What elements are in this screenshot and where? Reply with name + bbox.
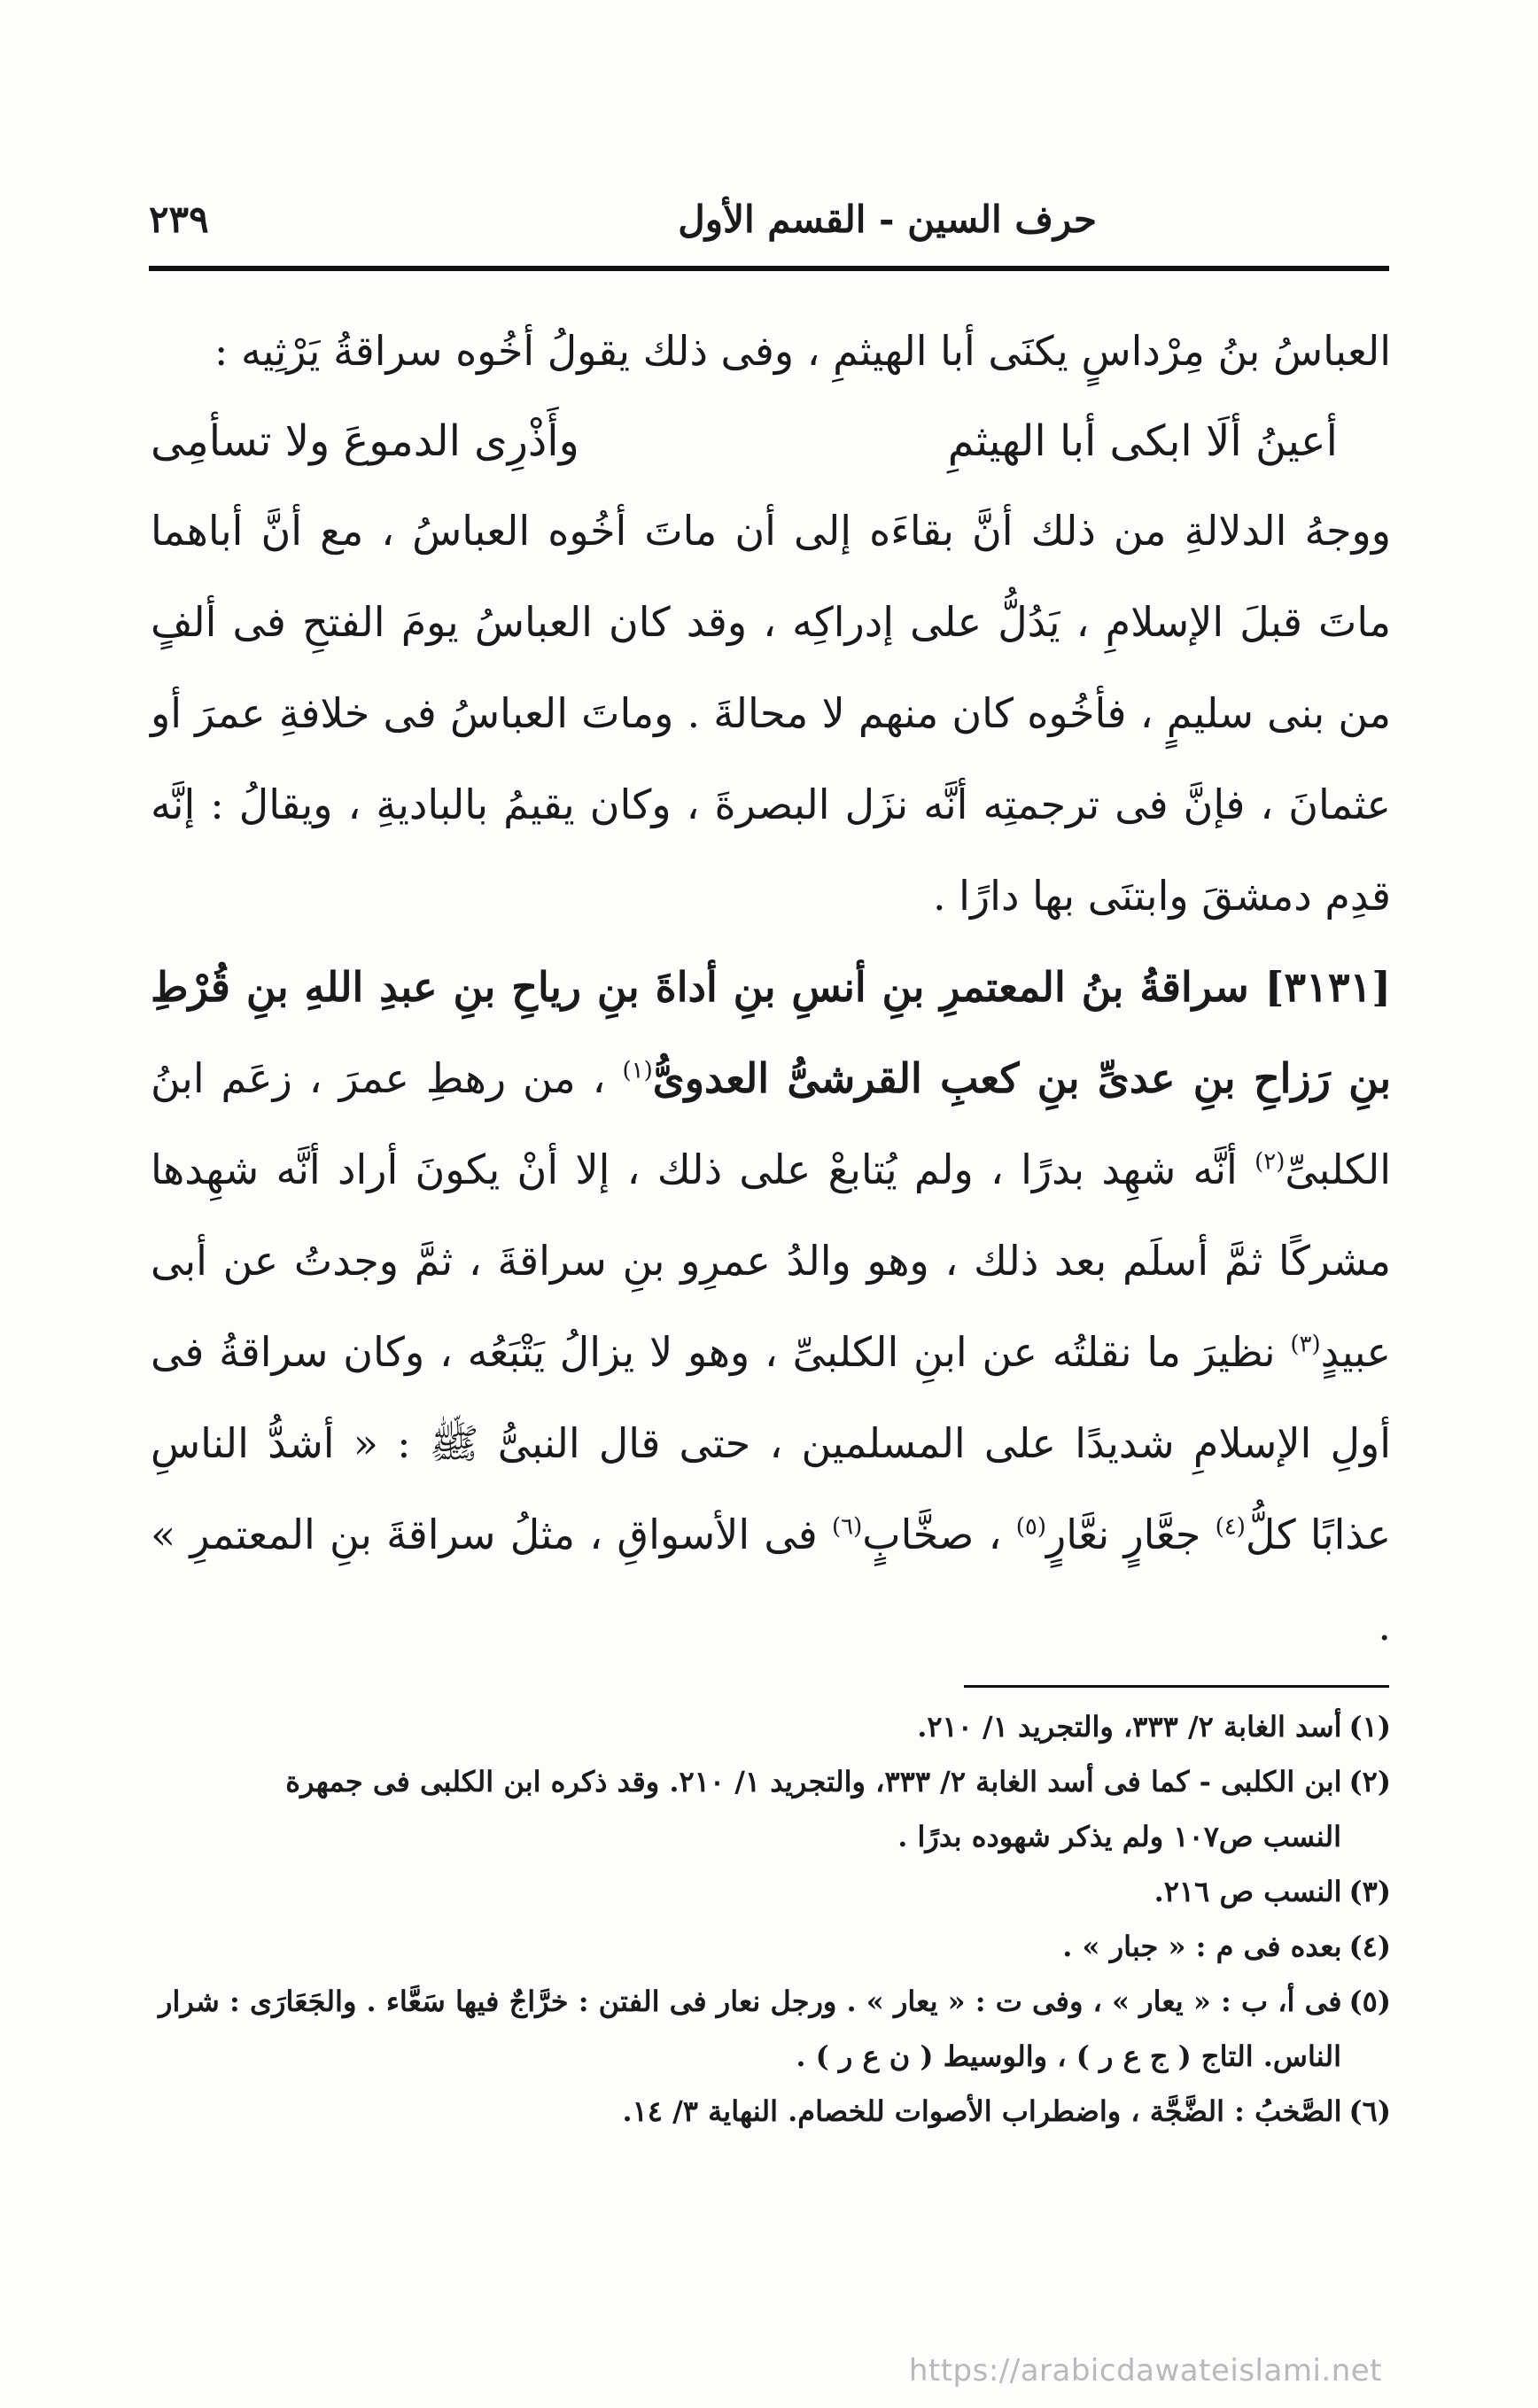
footnote-number: (١) bbox=[1348, 1710, 1391, 1744]
entry-text-2: أنَّه شهِد بدرًا ، ولم يُتابعْ على ذلك ، إلا أنْ يكونَ أراد أنَّه شهِدها مشركًا ثمَّ أسلَم بعد ذلك ، وهو والدُ عمرِو بنِ سراقةَ ، ثمَّ وجدتُ عن أبى عبيدٍ bbox=[151, 1146, 1391, 1376]
footnote-ref-1[interactable]: (١) bbox=[622, 1057, 653, 1084]
entry-text-5: ، صخَّابٍ bbox=[862, 1511, 1002, 1558]
footnote-ref-5[interactable]: (٥) bbox=[1015, 1513, 1046, 1541]
footnote-text: بعده فى م : « جبار » . bbox=[1062, 1930, 1342, 1963]
entry-heading: [٣١٣١] سراقةُ بنُ المعتمرِ بنِ أنسِ بنِ أداةَ بنِ رياحِ بنِ عبدِ اللهِ بنِ قُرْطِ بنِ رَزاحِ بنِ عدىِّ بنِ كعبِ القرشىُّ العدوىُّ bbox=[151, 963, 1392, 1102]
header-rule bbox=[149, 266, 1389, 271]
footnote-text: الصَّخبُ : الضَّجَّة ، واضطراب الأصوات للخصام. النهاية ٣/ ١٤. bbox=[622, 2094, 1342, 2128]
entry-3131 bbox=[151, 942, 1391, 1672]
footnote-2-continuation: النسب ص١٠٧ ولم يذكر شهوده بدرًا . bbox=[897, 1820, 1341, 1853]
paragraph-intro: العباسُ بنُ مِرْداسٍ يكنَى أبا الهيثمِ ، وفى ذلك يقولُ أخُوه سراقةُ يَرْثِيه : bbox=[214, 327, 1391, 375]
footnote-5-continuation: الناس. التاج ( ج ع ر ) ، والوسيط ( ن ع ر ) . bbox=[796, 2039, 1341, 2073]
footnote-text: ابن الكلبى - كما فى أسد الغابة ٢/ ٣٣٣، والتجريد ١/ ٢١٠. وقد ذكره ابن الكلبى فى جمهرة bbox=[285, 1765, 1342, 1798]
footnote-1 bbox=[151, 1699, 1391, 1754]
entry-text-1: ، من رهطِ عمرَ ، زعَم ابنُ الكلبىِّ bbox=[151, 1054, 1391, 1193]
footnote-text: فى أ، ب : « يعار » ، وفى ت : « يعار » . ورجل نعار فى الفتن : خرَّاجٌ فيها سَعَّاء . والجَعَارَى : شرار bbox=[159, 1985, 1342, 2018]
footnote-number: (٤) bbox=[1348, 1930, 1391, 1963]
watermark-url: https://arabicdawateislami.net bbox=[908, 2353, 1382, 2389]
footnote-separator bbox=[964, 1685, 1389, 1688]
verse-hemistich-second: وأَذْرِى الدموعَ ولا تسأمِى bbox=[151, 416, 579, 466]
main-text bbox=[151, 306, 1391, 1672]
entry-text-6: فى الأسواقِ ، مثلُ سراقةَ بنِ المعتمرِ » . bbox=[151, 1511, 1391, 1650]
footnote-ref-3[interactable]: (٣) bbox=[1290, 1331, 1321, 1358]
poetry-verse bbox=[151, 397, 1391, 485]
footnote-6 bbox=[151, 2084, 1391, 2139]
footnote-4 bbox=[151, 1919, 1391, 1974]
footnote-text: النسب ص ٢١٦. bbox=[1154, 1875, 1342, 1908]
header-title: حرف السين - القسم الأول bbox=[678, 198, 1097, 241]
footnote-number: (٣) bbox=[1348, 1875, 1391, 1908]
verse-hemistich-first: أعينُ ألَا ابكى أبا الهيثمِ bbox=[947, 416, 1338, 466]
footnote-2 bbox=[151, 1754, 1391, 1809]
running-header bbox=[149, 184, 1389, 255]
paragraph-explanation: ووجهُ الدلالةِ من ذلك أنَّ بقاءَه إلى أن ماتَ أخُوه العباسُ ، مع أنَّ أباهما ماتَ قبلَ الإسلامِ ، يَدُلُّ على إدراكِه ، وقد كان العباسُ يومَ الفتحِ فى ألفٍ من بنى سليمٍ ، فأخُوه كان منهم لا محالةَ . وماتَ العباسُ فى خلافةِ عمرَ أو عثمانَ ، فإنَّ فى ترجمتِه أنَّه نزَل البصرةَ ، وكان يقيمُ بالباديةِ ، ويقالُ : إنَّه قدِم دمشقَ وابتنَى بها دارًا . bbox=[151, 507, 1391, 920]
footnote-5 bbox=[151, 1974, 1391, 2029]
footnote-3 bbox=[151, 1864, 1391, 1919]
footnote-ref-4[interactable]: (٤) bbox=[1215, 1513, 1246, 1541]
entry-text-4: جعَّارٍ نعَّارٍ bbox=[1046, 1511, 1201, 1558]
footnote-text: أسد الغابة ٢/ ٣٣٣، والتجريد ١/ ٢١٠. bbox=[917, 1710, 1342, 1744]
footnote-number: (٢) bbox=[1348, 1765, 1391, 1798]
entry-text-3: نظيرَ ما نقلتُه عن ابنِ الكلبىِّ ، وهو لا يزالُ يَتْبَعُه ، وكان سراقةُ فى أولِ الإسلامِ شديدًا على المسلمين ، حتى قال النبىُّ ﷺ : « أشدُّ الناسِ عذابًا كلُّ bbox=[151, 1328, 1392, 1558]
footnote-number: (٦) bbox=[1348, 2094, 1391, 2128]
footnote-number: (٥) bbox=[1348, 1985, 1391, 2018]
page-number: ٢٣٩ bbox=[149, 198, 209, 241]
footnote-ref-6[interactable]: (٦) bbox=[832, 1513, 863, 1541]
footnote-ref-2[interactable]: (٢) bbox=[1254, 1148, 1286, 1176]
footnotes bbox=[151, 1699, 1391, 2139]
